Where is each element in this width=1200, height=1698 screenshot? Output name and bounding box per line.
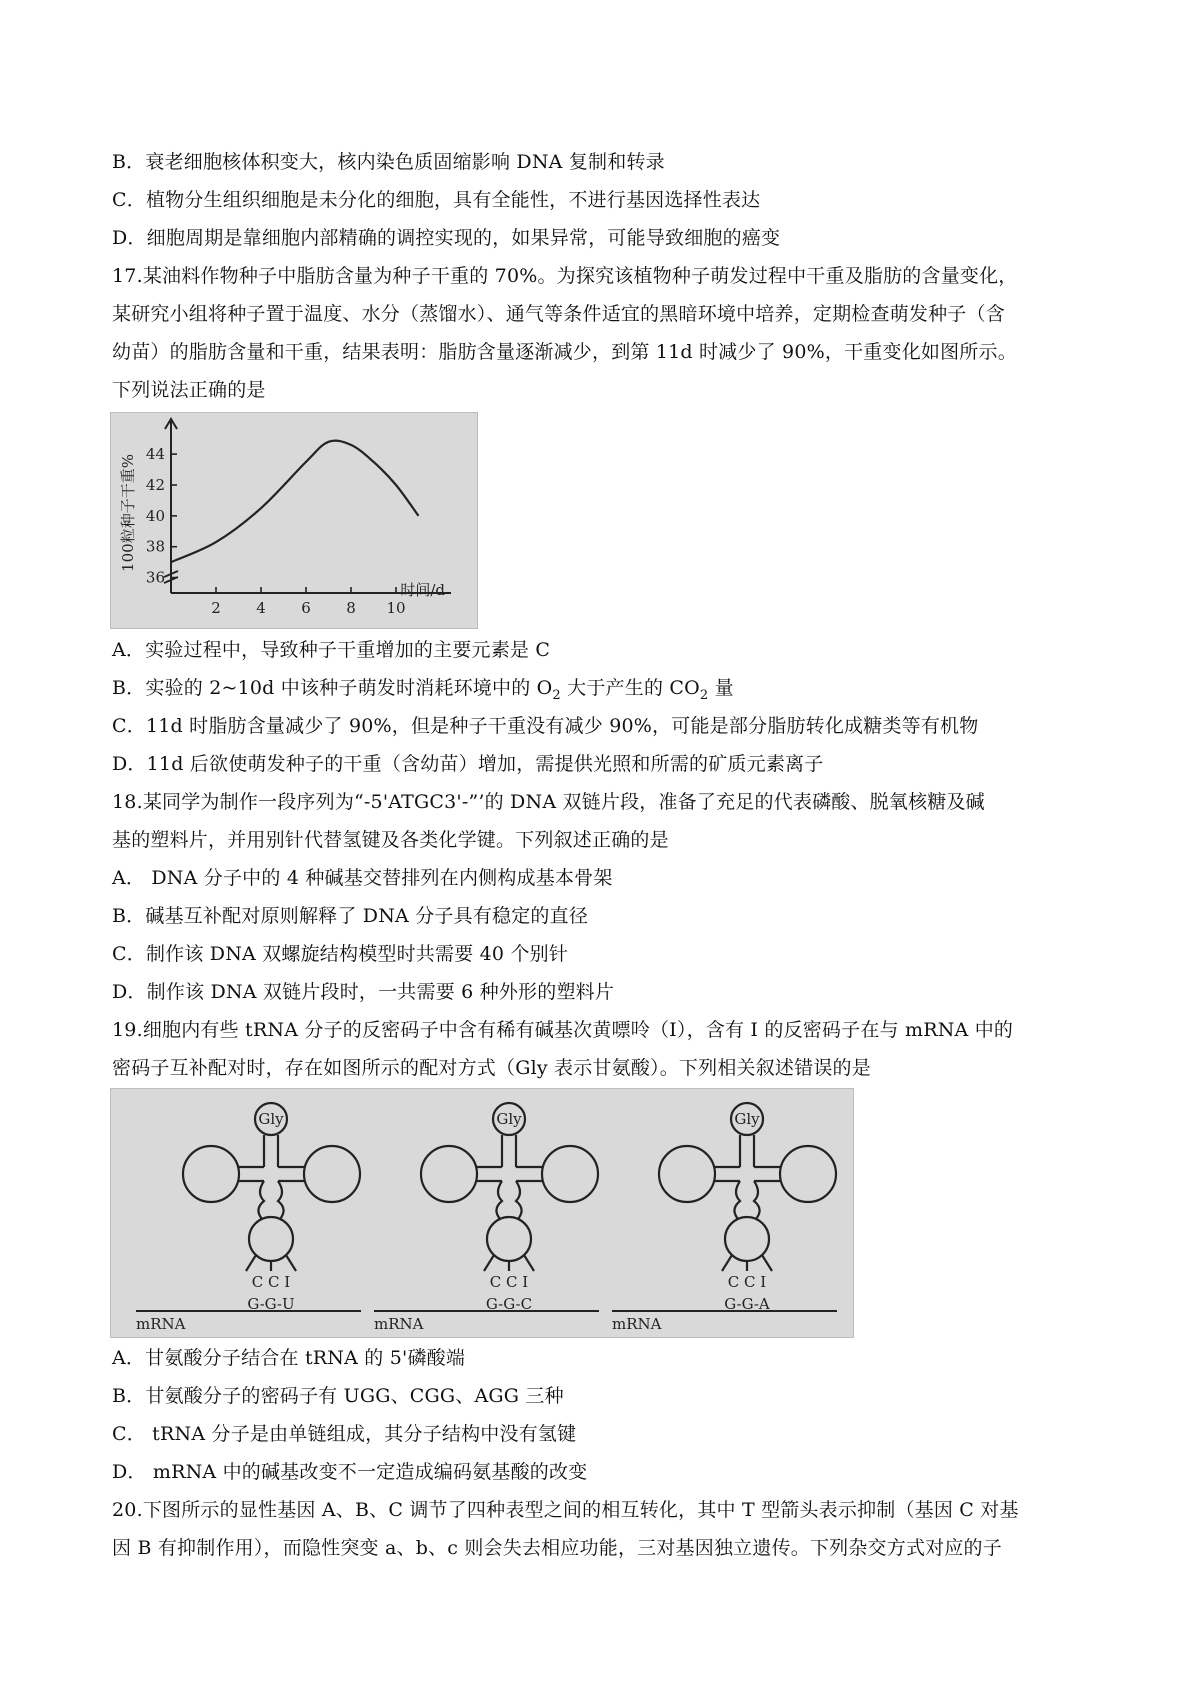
chart-series [171, 441, 419, 563]
trna-diagram-ggu [136, 1103, 361, 1333]
codon-label: G-G-A [724, 1295, 770, 1313]
y-tick-label: 40 [145, 506, 165, 525]
q17-stem-line-1: 17.某油料作物种子中脂肪含量为种子干重的 70%。为探究该植物种子萌发过程中干重及脂肪的含量变化， [112, 265, 1018, 287]
x-tick-label: 10 [386, 599, 406, 617]
q19-option-d: D． mRNA 中的碱基改变不一定造成编码氨基酸的改变 [112, 1461, 588, 1483]
chart-axes [119, 419, 451, 599]
q17-stem-line-4: 下列说法正确的是 [112, 379, 266, 401]
x-tick-label: 4 [256, 599, 266, 617]
codon-label: G-G-C [485, 1295, 533, 1313]
dry-weight-chart [110, 412, 478, 629]
q17-option-a: A．实验过程中，导致种子干重增加的主要元素是 C [112, 639, 551, 661]
q20-stem-line-1: 20.下图所示的显性基因 A、B、C 调节了四种表型之间的相互转化，其中 T 型箭头表示抑制（基因 C 对基 [112, 1499, 1019, 1521]
q18-option-d: D．制作该 DNA 双链片段时，一共需要 6 种外形的塑料片 [112, 981, 615, 1003]
q18-option-a: A． DNA 分子中的 4 种碱基交替排列在内侧构成基本骨架 [112, 867, 613, 889]
q19-stem-line-2: 密码子互补配对时，存在如图所示的配对方式（Gly 表示甘氨酸）。下列相关叙述错误的是 [112, 1057, 871, 1079]
anticodon-label: C C I [727, 1273, 767, 1291]
x-tick-label: 2 [211, 599, 221, 617]
q19-stem-line-1: 19.细胞内有些 tRNA 分子的反密码子中含有稀有碱基次黄嘌呤（I），含有 I 的反密码子在与 mRNA 中的 [112, 1019, 1014, 1041]
q16-option-b: B．衰老细胞核体积变大，核内染色质固缩影响 DNA 复制和转录 [112, 151, 665, 173]
trna-pairing-figure [110, 1088, 854, 1338]
amino-acid-label: Gly [496, 1110, 522, 1128]
q16-option-c: C．植物分生组织细胞是未分化的细胞，具有全能性，不进行基因选择性表达 [112, 189, 761, 211]
trna-diagram-gga [612, 1103, 837, 1333]
q18-stem-line-1: 18.某同学为制作一段序列为“-5'ATGC3'-”’的 DNA 双链片段，准备了充足的代表磷酸、脱氧核糖及碱 [112, 791, 985, 813]
q17-option-b: B．实验的 2~10d 中该种子萌发时消耗环境中的 $O_2$ 大于产生的 $CO_2$ 量 [112, 677, 734, 703]
amino-acid-label: Gly [734, 1110, 760, 1128]
q18-option-c: C．制作该 DNA 双螺旋结构模型时共需要 40 个别针 [112, 943, 569, 965]
q19-option-a: A．甘氨酸分子结合在 tRNA 的 5'磷酸端 [112, 1347, 466, 1369]
x-tick-label: 6 [301, 599, 311, 617]
mrna-label: mRNA [136, 1315, 186, 1333]
x-tick-label: 8 [346, 599, 356, 617]
chart-ticks [146, 445, 406, 617]
q19-option-b: B．甘氨酸分子的密码子有 UGG、CGG、AGG 三种 [112, 1385, 564, 1407]
anticodon-label: C C I [489, 1273, 529, 1291]
y-axis-label: 100粒种子干重% [119, 454, 137, 572]
q18-option-b: B．碱基互补配对原则解释了 DNA 分子具有稳定的直径 [112, 905, 589, 927]
y-tick-label: 44 [145, 445, 165, 464]
codon-label: G-G-U [247, 1295, 295, 1313]
mrna-label: mRNA [612, 1315, 662, 1333]
y-tick-label: 36 [145, 568, 165, 587]
y-tick-label: 38 [145, 537, 165, 556]
anticodon-label: C C I [251, 1273, 291, 1291]
q17-stem-line-3: 幼苗）的脂肪含量和干重，结果表明：脂肪含量逐渐减少，到第 11d 时减少了 90%，干重变化如图所示。 [112, 341, 1017, 363]
amino-acid-label: Gly [258, 1110, 284, 1128]
y-tick-label: 42 [145, 476, 165, 494]
q18-stem-line-2: 基的塑料片，并用别针代替氢键及各类化学键。下列叙述正确的是 [112, 829, 669, 851]
q20-stem-line-2: 因 B 有抑制作用），而隐性突变 a、b、c 则会失去相应功能，三对基因独立遗传。下列杂交方式对应的子 [112, 1537, 1002, 1559]
q17-stem-line-2: 某研究小组将种子置于温度、水分（蒸馏水）、通气等条件适宜的黑暗环境中培养，定期检查萌发种子（含 [112, 303, 1005, 325]
mrna-label: mRNA [374, 1315, 424, 1333]
q19-option-c: C． tRNA 分子是由单链组成，其分子结构中没有氢键 [112, 1423, 577, 1445]
q17-option-c: C．11d 时脂肪含量减少了 90%，但是种子干重没有减少 90%，可能是部分脂肪转化成糖类等有机物 [112, 715, 979, 737]
trna-diagram-ggc [374, 1103, 599, 1333]
q16-option-d: D．细胞周期是靠细胞内部精确的调控实现的，如果异常，可能导致细胞的癌变 [112, 227, 781, 249]
q17-option-d: D．11d 后欲使萌发种子的干重（含幼苗）增加，需提供光照和所需的矿质元素离子 [112, 753, 824, 775]
x-axis-label: 时间/d [400, 581, 445, 599]
series-line-dry-weight [171, 441, 419, 563]
